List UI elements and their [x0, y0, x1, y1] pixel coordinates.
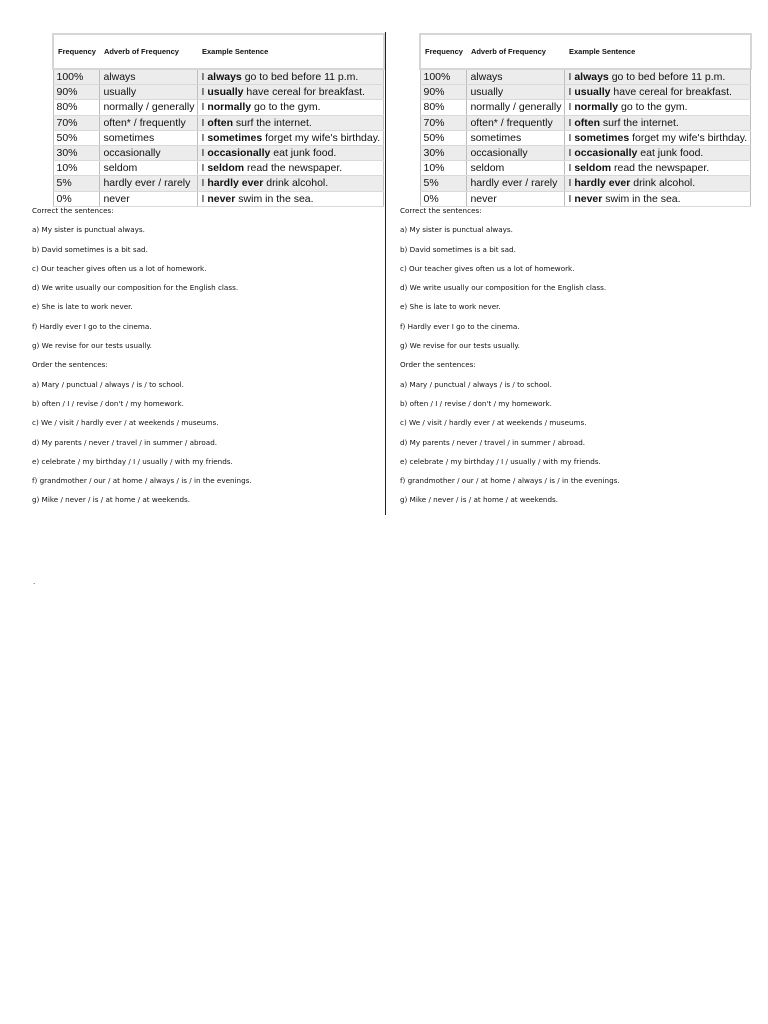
table-row — [53, 85, 384, 100]
example-cell — [198, 161, 384, 176]
example-adverb: occasionally — [207, 147, 271, 160]
correct-heading: Correct the sentences: — [400, 206, 482, 215]
frequency-cell: 90% — [420, 85, 467, 100]
example-adverb: sometimes — [207, 131, 263, 144]
adverb-cell: often* / frequently — [467, 115, 565, 130]
correct-item: e) She is late to work never. — [400, 302, 501, 312]
correct-item: c) Our teacher gives often us a lot of homework. — [400, 263, 575, 273]
example-adverb: occasionally — [574, 147, 638, 160]
table-row — [53, 69, 384, 85]
frequency-cell: 0% — [53, 191, 100, 206]
column-divider — [385, 32, 386, 515]
order-item: d) My parents / never / travel / in summer / abroad. — [400, 437, 586, 447]
table-row — [420, 161, 751, 176]
adverb-cell: hardly ever / rarely — [467, 176, 565, 191]
table-row — [53, 130, 384, 145]
example-adverb: hardly ever — [207, 177, 264, 190]
order-item: e) celebrate / my birthday / I / usually / with my friends. — [400, 456, 601, 466]
example-pre: I — [201, 131, 208, 144]
adverb-cell: occasionally — [100, 145, 198, 160]
adverb-cell: sometimes — [467, 130, 565, 145]
correct-item: b) David sometimes is a bit sad. — [32, 244, 148, 254]
frequency-cell: 100% — [53, 69, 100, 85]
example-cell — [198, 85, 384, 100]
correct-item: d) We write usually our composition for the English class. — [400, 283, 607, 293]
example-post: surf the internet. — [233, 116, 312, 129]
example-post: swim in the sea. — [235, 192, 314, 205]
adverb-cell: usually — [467, 85, 565, 100]
adverb-cell: never — [467, 191, 565, 206]
example-adverb: seldom — [574, 162, 612, 175]
example-cell — [565, 100, 751, 115]
order-item: b) often / I / revise / don't / my homework. — [32, 398, 184, 408]
adverb-cell: seldom — [100, 161, 198, 176]
adverb-cell: often* / frequently — [100, 115, 198, 130]
adverb-cell: occasionally — [467, 145, 565, 160]
example-post: have cereal for breakfast. — [243, 86, 365, 99]
frequency-cell: 70% — [53, 115, 100, 130]
correct-item: f) Hardly ever I go to the cinema. — [32, 321, 152, 331]
table-header-row — [53, 34, 384, 69]
example-pre: I — [568, 71, 575, 84]
example-cell — [565, 69, 751, 85]
example-post: read the newspaper. — [611, 162, 710, 175]
order-item: f) grandmother / our / at home / always / is / in the evenings. — [400, 476, 620, 486]
table-row — [53, 145, 384, 160]
example-cell — [565, 85, 751, 100]
adverb-cell: never — [100, 191, 198, 206]
correct-item: g) We revise for our tests usually. — [400, 341, 520, 351]
table-row — [420, 191, 751, 206]
correct-item: g) We revise for our tests usually. — [32, 341, 152, 351]
example-pre: I — [201, 71, 208, 84]
frequency-cell: 70% — [420, 115, 467, 130]
example-adverb: normally — [574, 101, 619, 114]
header-example: Example Sentence — [565, 34, 751, 69]
example-cell — [198, 191, 384, 206]
example-post: go to bed before 11 p.m. — [241, 71, 359, 84]
example-cell — [565, 145, 751, 160]
example-adverb: seldom — [207, 162, 245, 175]
adverb-cell: always — [467, 69, 565, 85]
example-cell — [198, 145, 384, 160]
frequency-cell: 30% — [420, 145, 467, 160]
order-heading: Order the sentences: — [32, 360, 108, 370]
order-item: c) We / visit / hardly ever / at weekends / museums. — [400, 418, 587, 428]
example-post: eat junk food. — [270, 147, 337, 160]
frequency-cell: 0% — [420, 191, 467, 206]
table-row — [420, 100, 751, 115]
example-pre: I — [568, 86, 575, 99]
example-cell — [198, 100, 384, 115]
table-row — [53, 115, 384, 130]
adverb-cell: normally / generally — [467, 100, 565, 115]
example-adverb: often — [207, 116, 233, 129]
adverb-cell: sometimes — [100, 130, 198, 145]
example-pre: I — [568, 116, 575, 129]
example-pre: I — [568, 162, 575, 175]
exercises — [400, 205, 620, 514]
example-cell — [565, 115, 751, 130]
example-post: swim in the sea. — [602, 192, 681, 205]
table-row — [53, 191, 384, 206]
table-row — [53, 100, 384, 115]
example-cell — [565, 191, 751, 206]
example-adverb: usually — [207, 86, 244, 99]
table-header-row — [420, 34, 751, 69]
frequency-cell: 5% — [53, 176, 100, 191]
example-post: go to bed before 11 p.m. — [608, 71, 726, 84]
adverb-cell: seldom — [467, 161, 565, 176]
example-pre: I — [568, 192, 575, 205]
frequency-table — [52, 33, 385, 207]
example-cell — [565, 176, 751, 191]
frequency-cell: 50% — [53, 130, 100, 145]
order-item: c) We / visit / hardly ever / at weekends / museums. — [32, 418, 219, 428]
correct-item: b) David sometimes is a bit sad. — [400, 244, 516, 254]
example-post: read the newspaper. — [244, 162, 343, 175]
example-pre: I — [201, 147, 208, 160]
example-adverb: always — [207, 71, 242, 84]
example-cell — [198, 176, 384, 191]
correct-item: e) She is late to work never. — [32, 302, 133, 312]
correct-item: c) Our teacher gives often us a lot of homework. — [32, 263, 207, 273]
example-post: have cereal for breakfast. — [610, 86, 732, 99]
order-item: g) Mike / never / is / at home / at weekends. — [32, 495, 191, 505]
header-adverb: Adverb of Frequency — [467, 34, 565, 69]
order-item: g) Mike / never / is / at home / at weekends. — [400, 495, 559, 505]
frequency-cell: 10% — [420, 161, 467, 176]
example-post: drink alcohol. — [263, 177, 329, 190]
frequency-cell: 80% — [420, 100, 467, 115]
example-post: drink alcohol. — [630, 177, 696, 190]
table-row — [420, 176, 751, 191]
order-item: f) grandmother / our / at home / always / is / in the evenings. — [32, 476, 252, 486]
example-post: go to the gym. — [251, 101, 321, 114]
frequency-cell: 5% — [420, 176, 467, 191]
example-cell — [198, 69, 384, 85]
order-item: a) Mary / punctual / always / is / to school. — [400, 379, 552, 389]
frequency-cell: 100% — [420, 69, 467, 85]
example-post: surf the internet. — [600, 116, 679, 129]
example-adverb: sometimes — [574, 131, 630, 144]
example-post: go to the gym. — [618, 101, 688, 114]
adverb-cell: always — [100, 69, 198, 85]
order-item: a) Mary / punctual / always / is / to school. — [32, 379, 184, 389]
exercises — [32, 205, 252, 514]
frequency-cell: 30% — [53, 145, 100, 160]
example-pre: I — [568, 177, 575, 190]
example-adverb: normally — [207, 101, 252, 114]
example-cell — [198, 115, 384, 130]
order-item: b) often / I / revise / don't / my homework. — [400, 398, 552, 408]
footer-mark: . — [33, 577, 36, 586]
example-adverb: usually — [574, 86, 611, 99]
example-adverb: hardly ever — [574, 177, 631, 190]
frequency-table — [419, 33, 752, 207]
example-pre: I — [568, 131, 575, 144]
order-heading: Order the sentences: — [400, 360, 476, 370]
table-row — [53, 161, 384, 176]
table-row — [420, 115, 751, 130]
example-pre: I — [201, 192, 208, 205]
table-row — [53, 176, 384, 191]
correct-item: a) My sister is punctual always. — [32, 225, 145, 235]
correct-item: a) My sister is punctual always. — [400, 225, 513, 235]
example-adverb: never — [574, 192, 603, 205]
frequency-cell: 90% — [53, 85, 100, 100]
example-pre: I — [568, 147, 575, 160]
adverb-cell: usually — [100, 85, 198, 100]
example-pre: I — [201, 116, 208, 129]
example-adverb: often — [574, 116, 600, 129]
example-pre: I — [568, 101, 575, 114]
frequency-cell: 50% — [420, 130, 467, 145]
adverb-cell: hardly ever / rarely — [100, 176, 198, 191]
correct-item: f) Hardly ever I go to the cinema. — [400, 321, 520, 331]
header-frequency: Frequency — [53, 34, 100, 69]
table-row — [420, 69, 751, 85]
example-pre: I — [201, 177, 208, 190]
order-item: e) celebrate / my birthday / I / usually / with my friends. — [32, 456, 233, 466]
header-example: Example Sentence — [198, 34, 384, 69]
table-row — [420, 85, 751, 100]
example-pre: I — [201, 162, 208, 175]
header-adverb: Adverb of Frequency — [100, 34, 198, 69]
example-pre: I — [201, 101, 208, 114]
adverb-cell: normally / generally — [100, 100, 198, 115]
example-post: forget my wife's birthday. — [262, 131, 381, 144]
example-post: eat junk food. — [637, 147, 704, 160]
example-adverb: never — [207, 192, 236, 205]
example-adverb: always — [574, 71, 609, 84]
example-post: forget my wife's birthday. — [629, 131, 748, 144]
header-frequency: Frequency — [420, 34, 467, 69]
correct-item: d) We write usually our composition for the English class. — [32, 283, 239, 293]
frequency-cell: 10% — [53, 161, 100, 176]
example-pre: I — [201, 86, 208, 99]
example-cell — [565, 161, 751, 176]
order-item: d) My parents / never / travel / in summer / abroad. — [32, 437, 218, 447]
correct-heading: Correct the sentences: — [32, 206, 114, 215]
table-row — [420, 145, 751, 160]
example-cell — [565, 130, 751, 145]
table-row — [420, 130, 751, 145]
example-cell — [198, 130, 384, 145]
frequency-cell: 80% — [53, 100, 100, 115]
